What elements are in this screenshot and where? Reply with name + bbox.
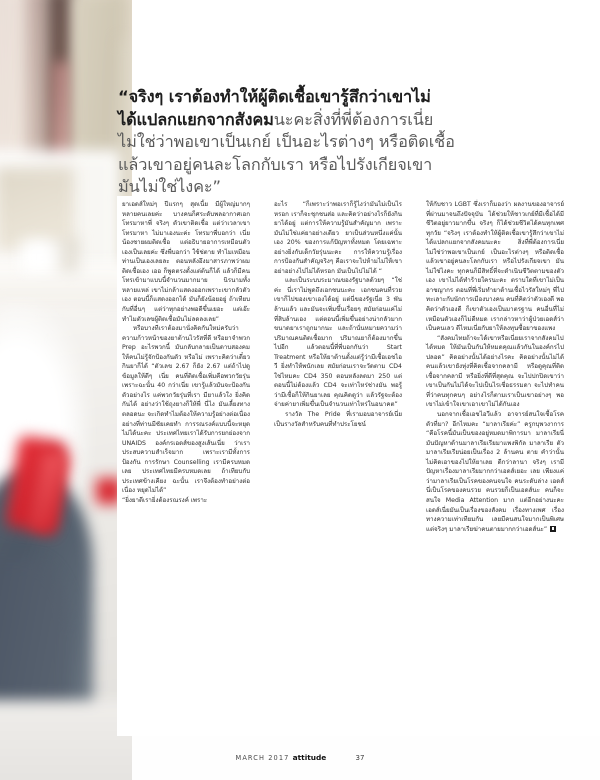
photo-floor [0,700,132,780]
column-3 [426,200,564,534]
paragraph: และเป็นระบบระมาณของรัฐบาลด้วยๆ “ใช่ค่ะ นี่เราไม่พูดถึงเอกชนนะคะ เอกชนคนที่รวยเขาก็ไปของเขาเองได้อยู่ แต่นี่ของรัฐเนี่ย 3 พันล้านแล้ว และมันจะเพิ่มขึ้นเรื่อยๆ สมัยก่อนแค่ไม่ที่สิบล้านเอง แต่ตอนนี้เพิ่มขึ้นอย่างน่ากลัวมาก ขนาดยาเราถูกมากนะ และถ้านั่นหมายความว่า ปริมาณคนติดเชื้อมาก ปริมาณยาก็ต้องมากขึ้นไปอีก แล้วตอนนี้ที่พี่บอกกันว่า Start Treatment หรือให้ยาต้านตั้งแต่รู้ว่ามีเชื้อเอชไอวี ยิ่งทำให้พนักเลย สมัยก่อนเราจะวัดตาม CD4 ใช่ไหมคะ CD4 350 ตอนหลังลดมา 250 แต่ตอนนี้ไม่ต้องแล้ว CD4 จะเท่าไหร่ช่างมัน พอรู้ว่ามีเชื้อก็ให้กินยาเลย คุณคิดดูว่า แล้วรัฐจะต้องจ่ายค่ายาเพิ่มขึ้นเป็นจำนวนเท่าไหร่ในอนาคต” [274,277,402,409]
article-photo [0,0,132,780]
footer-issue-date: MARCH 2017 [235,754,290,762]
pull-quote-line-1: “จริงๆ เราต้องทำให้ผู้ติดเชื้อเขารู้สึกว่าเขาไม่ [118,87,431,106]
pull-quote [118,86,455,199]
pull-quote-line-3: ไม่ใช่ว่าพอเขาเป็นเกย์ เป็นอะไรต่างๆ หรือติดเชื้อ [118,132,455,152]
footer-page-number: 37 [355,754,365,762]
paragraph: หรือบางทีเราต้องมานั่งคิดกันใหม่ครับว่า ความก้าวหน้าของยาต้านไวรัสที่ดี หรือยาจำพวก Prep อะไรพวกนี้ มันกลับกลายเป็นดาบสองคมให้คนไม่รู้จักป้องกันตัว หรือไม่ เพราะคิดว่าเดี๋ยวกินยาก็ได้ “ตัวเลข 2.67 ก็ยัง 2.67 แต่ถ้าไปดูข้อมูลให้ดีๆ เนี่ย คนที่ติดเชื้อเพิ่มคือพวกวัยรุ่น เพราะฉะนั้น 40 กว่าเนี่ย เขารู้แล้วมันจะป้องกันตัวอย่างไร แค่พวกวัยรุ่นที่เรา มียาแล้วใง ยิ่งคิดกันได้ อย่างว่าใช้ถุงยางก็ให้พี่ นี่ไง มันเลี้ยงทางตลอดนะ จะเกิดทำไมต้องให้ความรู้อย่างต่อเนื่อง อย่างที่ท่านมีชัยเคยทำ การรณรงค์แบบนี้จะหยุดไม่ได้นะคะ ประเทศไทยเราได้รับการยกย่องจาก UNAIDS องค์กรเอดส์ของสูงเส้นเนี่ย ว่าเราประสบความสำเร็จมาก เพราะเรามีทั้งการป้องกัน การรักษา Counselling เรามีครบหมดเลย ประเทศไทยมีครบหมดเลย ถ้าเทียบกับประเทศข้างเคียง ฉะนั้น เราจึงต้องทำอย่างต่อเนื่อง หยุดไม่ได้” [122,325,250,495]
end-of-article-mark [550,526,556,532]
paragraph: อะไร “ก็เพราะว่าพอเราก็รู้ไงว่ามันไม่เป็นไรหรอก เราก็จะชุกชนส่อ และคิดว่าอย่างไรก็ยังกินยาได้อยู่ แต่การให้ความรู้มันสำคัญมาก เพราะมันไม่ใช่แค่ยาอย่างเดียว ยาเป็นส่วนหนึ่งแค่นั้นเอง 20% ของการแก้ปัญหาทั้งหมด โดยเฉพาะอย่างยิ่งกับเด็กวัยรุ่นนะคะ การให้ความรู้เรื่องการป้องกันสำคัญจริงๆ คือเราจะไปห้ามไม่ให้เขาอย่าอย่างไปไม่ได้หรอก มันเป็นไปไม่ได้ “ [274,201,402,275]
column-1 [122,200,250,506]
pull-quote-line-5: มันไม่ใช่ไงคะ” [118,177,221,197]
column-2 [274,200,402,429]
paragraph-final-text: นอกจากเชื้อเอชไอวีแล้ว อาจารย์สนใจเชื้อโรคตัวที่มา? อีกไหมคะ “มาลาเรียค่ะ” ครูกบุพวงาการ “คือโรคนี้มันเป็นของอยู่หมดมาพิการมา มาลาเรียนี่มันปัญหาด้านมาลาเรียเรียมาแพงพิกัล มาลาเรีย ตัวมาลาเรียเรียน่อยเป็นเรื่อง 2 ล้านคน ตาย คำว่านั้นไม่คิดเอาของไปให้ยาเลย ดีกว่าลานา จริงๆ เรามีปัญหาเรื่องมาลาเรียมากกว่าเอดส์เยอะ เลย เพียงแค่ว่ามาลาเรียเป็นโรคของคนจนใจ คนระดับล่าง เอดส์นี่เป็นโรคของคนรวย คนรวยก็เป็นเอดส์นะ คนก็จะสนใจ Media Attention มาก แต่อีกอย่างนะคะ เอดส์เนี่ยมันเป็นเรื่องของสังคม เรื่องทางเพศ เรื่องทางความเท่าเทียมกัน เลยมีคนสนใจมากเป็นพิเศษ แต่จริงๆ มาลาเรียฆ่าคนตายมากกว่าเอดส์นะ” [426,411,564,533]
footer-brand: attitude [292,753,327,762]
column-1-closing-quote: “ยิ่งยาดีเรายิ่งต้องรณรงค์ เพราะ [122,496,208,504]
pull-quote-line-2 [118,109,434,132]
photo-bottles [20,238,78,272]
paragraph-final [426,410,564,534]
paragraph: ยาเอดส์ใหม่ๆ ปีแรกๆ สุดเนี้ย มีผู้ใหญ่มากๆ หลายคนเลยค่ะ บางคนก็ศระดับพลอากาศเอก โทรมาหาพี่ จริงๆ ตัวเขาติดเชื้อ แต่ว่าเวลาเขาโทรมาหา ไม่มาเองนะค่ะ โทรมาพี่บอกว่า เนี่ยน้องชายผมติดเชื้อ แต่อธิบายอาการเหมือนตัวเองเป็นเลยค่ะ ซึ่งพี่บอกว่า ใช้ช่ตาย ทำไมเหมือนท่านเป็นเองเลยละ ตอนหลังอึงมาสารภาพว่าผมติดเชื้อเอง เออ ก็พูดตรงตั้งแต่ต้นก็ได้ แล้วก็มีคนโทรเข้ามาแบบนี้จำนวนมากมาย นิรนามทั้งหลายแหล่ เขาไม่กล้าแสดงออกเพราะเขากลัวตัวเอง ตอนนี้ก็แสดงออกได้ มันก็ยังน้อยอยู่ ถ้าเทียบกับที่อื่นๆ แต่ว่าทุกอย่างพอดีขึ้นเยอะ แต่เอ๊ะ ทำไมตัวเลขผู้ติดเชื้อมันไม่ลดลงเลย” [122,201,250,323]
pull-quote-line-2-bold: ได้แปลกแยกจากสังคม [118,109,274,129]
paragraph: “สังคมไทยถ้าจะได้เขาหรือเนี่ยยเราจากสังคมไปได้หมด ให้มันเป็นกันให้หมดคุณแล้วกันในองค์กรไปปลอด” คิดอย่างนั้นได้อย่างไรคะ คิดอย่างนั้นไม่ได้คนแล้วเขายังทุ่งที่คิดเชื้อจากคลามี หรือดูคุณที่ติดเชื้อจากคลามี หรือยิ่งที่ดีที่สุดคุณ จะไปปกปิดเขาว่า เขาเป็นกันไม่ได้จะไปเป็นไรเชื่อธรรมดา จะไปทำคนที่ว่าคนทุกคนๆ อย่างไรก็ตามเราเป็นเขาอย่างๆ พอเขาไม่เข้าใจเขาเอาเขาไม่ได้กันเอง [426,334,564,409]
column-2-award-note: รางวัล The Pride ที่เรามอบอาจารย์เนี่ย เป็นรางวัลสำหรับคนที่ทำประโยชน์ [274,411,402,428]
pull-quote-line-4: แล้วเขาอยู่คนละโลกกับเรา หรือไปรังเกียจเขา [118,154,433,174]
article-body [122,200,594,720]
paragraph: ให้กับชาว LGBT ซึ่งเราก็มองว่า ผลงานของอาจารย์ที่ผ่านมาจนถึงปัจจุบัน ได้ช่วยให้ชาวเกย์ที่มีเชื้อได้มีชีวิตอยู่ยาวมากขึ้น จริงๆ ก็ได้ช่วยชีวิตได้คนทุกเพศทุกวัย “จริงๆ เราต้องทำให้ผู้ติดเชื้อเขารู้สึกว่าเขาไม่ได้แปลกแยกจากสังคมนะคะ สิ่งที่พี่ต้องการเนี่ย ไม่ใช่ว่าพอเขาเป็นเกย์ เป็นอะไรต่างๆ หรือติดเชื้อแล้วเขาอยู่คนละโลกกับเรา หรือไปรังเกียจเขา มันไม่ใช่ไงคะ ทุกคนก็มีสิทธิ์ที่จะดำเนินชีวิตตามของตัวเอง เขาไม่ได้ทำร้ายใครนะคะ ตราบใดที่เขาไม่เป็นอาชญากร ตอนที่พี่เริ่มทำยาต้านเชื้อไวรัสใหม่ๆ พี่ไปทะเลาะกับนักการเมืองบางคน คนที่คิดว่าตัวเองดี พอคิดว่าตัวเองดี ก็เขาตัวเองเป็นมาตรฐาน คนอื่นที่ไม่เหมือนตัวเองก็ไม่ดีหมด เรากล่าวหาว่าผู้ป่วยเอดส์ว่าเป็นคนเลว ดีไหมเนี่ยกับยาให้ลงทุนซื้อยาของแพง [426,201,564,333]
page-footer [0,753,600,762]
pull-quote-line-2-light: นะคะสิ่งที่พี่ต้องการเนี่ย [273,109,434,129]
